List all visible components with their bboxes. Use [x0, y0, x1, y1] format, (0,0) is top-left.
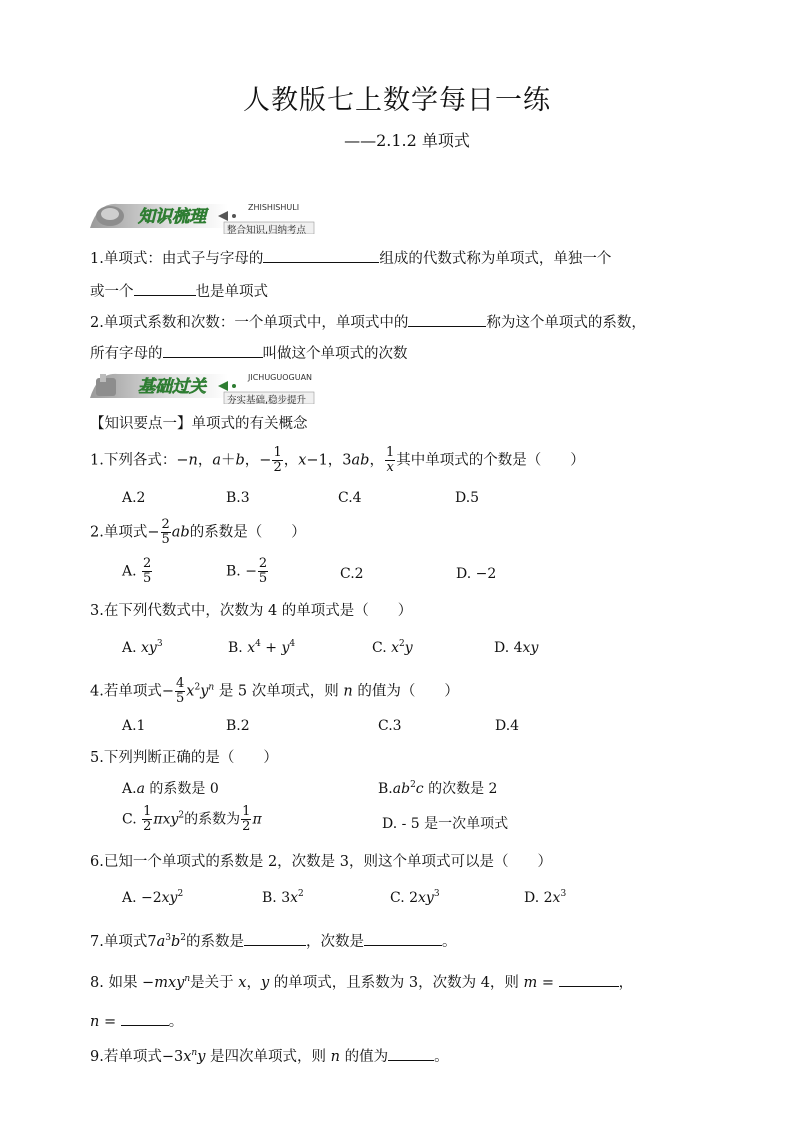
banner-pinyin: JICHUGUOGUAN: [248, 373, 313, 382]
q5-option-b[interactable]: $B.ab^2c$ 的次数是 2: [378, 780, 498, 797]
q6-option-b[interactable]: B. $3x^2$: [262, 889, 304, 906]
question-1: 1.下列各式：−n，a＋b，− $\frac{1}{2}$ ，x−1，3ab， $\frac{1}{x}$ 其中单项式的个数是（ ）: [90, 445, 585, 475]
fill-blank[interactable]: [163, 342, 263, 358]
section-banner-basics: [88, 368, 316, 404]
q2-option-a[interactable]: A. $\frac{2}{5}$: [122, 556, 152, 586]
fill-blank[interactable]: [559, 971, 619, 987]
q1-option-c[interactable]: C.4: [338, 490, 362, 506]
q3-option-a[interactable]: A. $xy^3$: [122, 639, 163, 656]
q2-option-c[interactable]: C.2: [340, 566, 364, 582]
q5-option-d[interactable]: D. - 5 是一次单项式: [382, 816, 509, 832]
fill-blank[interactable]: [408, 311, 486, 327]
q4-option-b[interactable]: B.2: [226, 718, 250, 734]
banner-tagline: 夯实基础,稳步提升: [227, 395, 307, 406]
q6-option-a[interactable]: A. $-2xy^2$: [122, 889, 184, 906]
fill-blank[interactable]: [244, 930, 306, 946]
q5-option-a[interactable]: A.a 的系数是 0: [122, 781, 219, 797]
q3-option-b[interactable]: B. $x^4 + y^4$: [228, 639, 296, 656]
q1-option-d[interactable]: D.5: [455, 490, 480, 506]
banner-pinyin: ZHISHISHULI: [248, 203, 300, 212]
page-title: 人教版七上数学每日一练: [243, 85, 551, 116]
q4-option-c[interactable]: C.3: [378, 718, 402, 734]
question-8: 8. 如果 −mxy$^n$是关于 x，y 的单项式，且系数为 3，次数为 4，则 m = ，: [90, 971, 633, 993]
q1-option-b[interactable]: B.3: [226, 490, 250, 506]
fill-blank[interactable]: [364, 930, 442, 946]
question-6: 6.已知一个单项式的系数是 2，次数是 3，则这个单项式可以是（ ）: [90, 854, 553, 870]
question-3: 3.在下列代数式中，次数为 4 的单项式是（ ）: [90, 603, 413, 619]
question-4: 4.若单项式− $\frac{4}{5}$ $x^2y^n$ 是 5 次单项式，则 n 的值为（ ）: [90, 676, 459, 706]
banner-main-label: 知识梳理: [138, 207, 206, 227]
fill-blank[interactable]: [263, 247, 379, 263]
q5-option-c[interactable]: C. $\frac{1}{2}$ πxy$^2$的系数为 $\frac{1}{2}$ π: [122, 804, 262, 834]
q3-option-d[interactable]: D. 4xy: [494, 640, 539, 656]
fill-blank[interactable]: [121, 1010, 169, 1026]
question-7: 7.单项式$7a^3b^2$的系数是 ，次数是 。: [90, 930, 457, 952]
question-8-line-2: n = 。: [90, 1010, 183, 1032]
fill-blank[interactable]: [134, 280, 196, 296]
question-5: 5.下列判断正确的是（ ）: [90, 750, 278, 766]
q4-option-d[interactable]: D.4: [495, 718, 520, 734]
banner-tagline: 整合知识,归纳考点: [227, 225, 307, 236]
knowledge-line-4: 所有字母的 叫做这个单项式的次数: [90, 342, 408, 364]
q1-option-a[interactable]: A.2: [122, 490, 146, 506]
page-subtitle: ——2.1.2 单项式: [344, 131, 470, 150]
q3-option-c[interactable]: C. $x^2y$: [372, 639, 413, 656]
question-9: 9.若单项式$-3x^ny$ 是四次单项式，则 n 的值为 。: [90, 1045, 449, 1067]
fill-blank[interactable]: [388, 1045, 434, 1061]
q4-option-a[interactable]: A.1: [122, 718, 146, 734]
question-2: 2.单项式− $\frac{2}{5}$ ab的系数是（ ）: [90, 517, 306, 547]
knowledge-line-2: 或一个 也是单项式: [90, 280, 268, 302]
section-banner-knowledge: [88, 198, 316, 234]
banner-main-label: 基础过关: [138, 377, 206, 397]
section-header: 【知识要点一】单项式的有关概念: [90, 416, 308, 432]
q2-option-d[interactable]: D. −2: [456, 566, 497, 582]
q6-option-d[interactable]: D. $2x^3$: [524, 889, 567, 906]
q2-option-b[interactable]: B. − $\frac{2}{5}$: [226, 556, 268, 586]
q6-option-c[interactable]: C. $2xy^3$: [390, 889, 440, 906]
knowledge-line-3: 2.单项式系数和次数：一个单项式中，单项式中的 称为这个单项式的系数，: [90, 311, 646, 333]
knowledge-line-1: 1.单项式：由式子与字母的 组成的代数式称为单项式，单独一个: [90, 247, 611, 269]
